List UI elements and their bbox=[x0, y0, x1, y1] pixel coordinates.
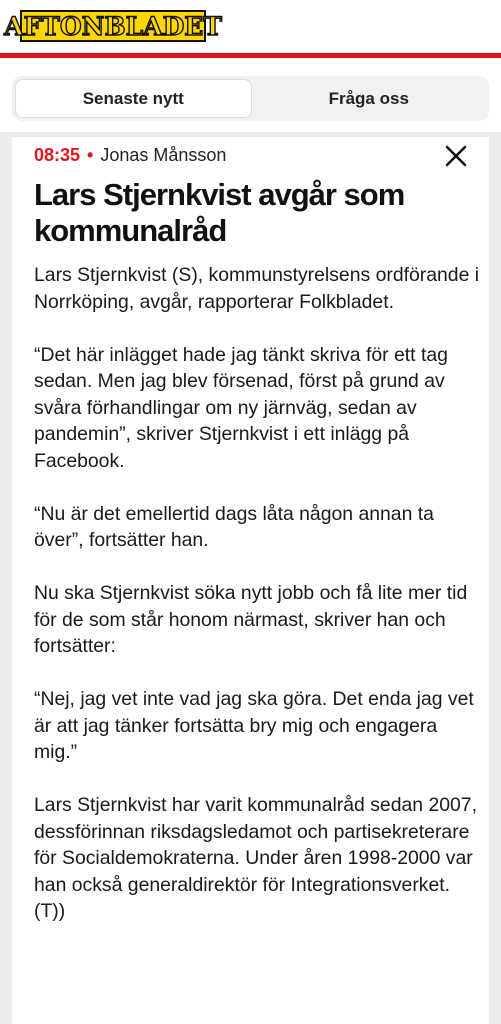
tab-senaste-nytt[interactable]: Senaste nytt bbox=[15, 79, 252, 118]
tab-fraga-oss[interactable]: Fråga oss bbox=[328, 88, 409, 108]
close-icon[interactable] bbox=[443, 143, 469, 169]
meta-separator: • bbox=[87, 145, 94, 165]
article-paragraph: “Nu är det emellertid dags låta någon annan ta över”, fortsätter han. bbox=[34, 502, 434, 551]
article-body bbox=[34, 262, 482, 951]
article-paragraph: Lars Stjernkvist (S), kommunstyrelsens ordförande i Norrköping, avgår, rapporterar Folkbladet. bbox=[34, 264, 480, 313]
article-headline: Lars Stjernkvist avgår som kommunalråd bbox=[34, 177, 405, 248]
article-paragraph: Lars Stjernkvist har varit kommunalråd sedan 2007, dessförinnan riksdagsledamot och partisekreterare för Socialdemokraterna. Under åren 1998-2000 var han också generaldirektör för Integrationsverket. (T)) bbox=[34, 794, 477, 922]
article-meta bbox=[34, 145, 226, 166]
publish-time: 08:35 bbox=[34, 145, 81, 165]
article-paragraph: “Nej, jag vet inte vad jag ska göra. Det enda jag vet är att jag tänker fortsätta bry mig och engagera mig.” bbox=[34, 688, 474, 763]
author-name: Jonas Månsson bbox=[100, 145, 227, 165]
logo-text: AFTONBLADET bbox=[4, 11, 222, 41]
site-header bbox=[0, 0, 501, 56]
news-card bbox=[12, 137, 489, 1024]
header-red-rule bbox=[0, 53, 501, 58]
tab-bar bbox=[12, 76, 489, 121]
article-paragraph: Nu ska Stjernkvist söka nytt jobb och få lite mer tid för de som står honom närmast, skriver han och fortsätter: bbox=[34, 582, 468, 657]
aftonbladet-logo[interactable] bbox=[4, 10, 222, 42]
article-paragraph: “Det här inlägget hade jag tänkt skriva för ett tag sedan. Men jag blev försenad, först på grund av svåra förhandlingar om ny järnväg, sedan av pandemin”, skriver Stjernkvist i ett inlägg på Facebook. bbox=[34, 343, 448, 472]
